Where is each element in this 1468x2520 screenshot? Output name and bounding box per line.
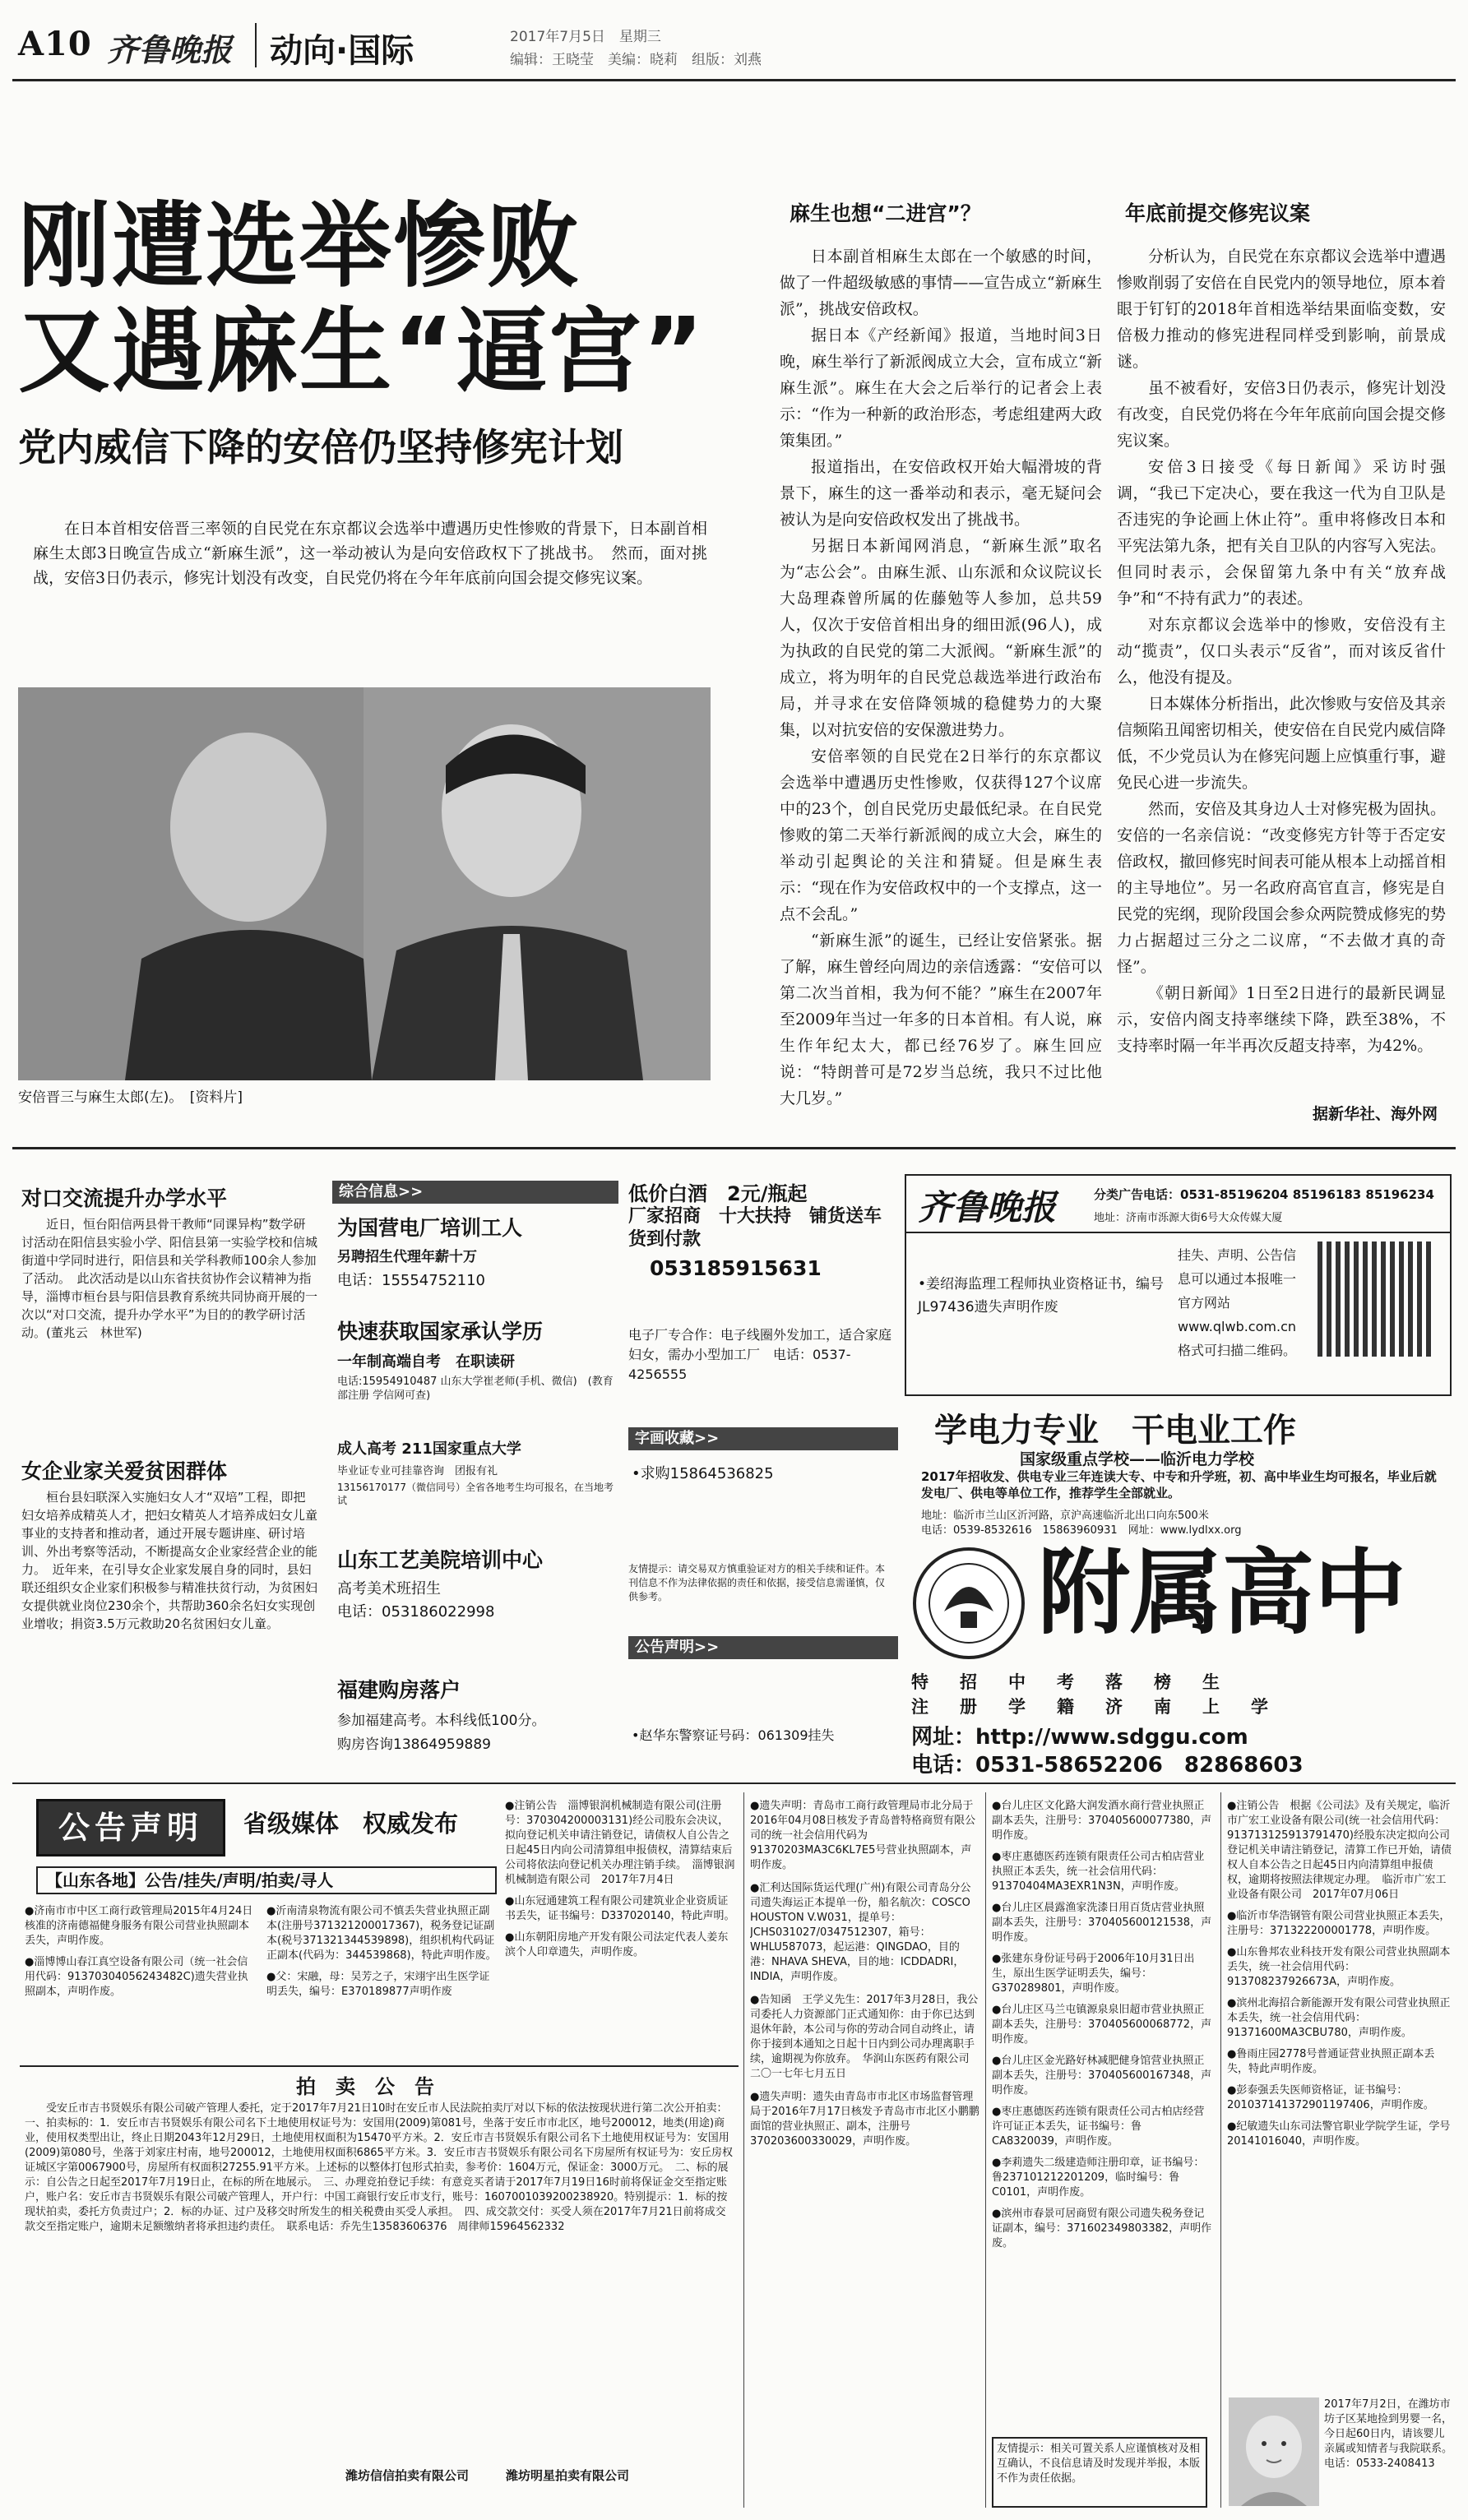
editors-line: 编辑：王晓莹 美编：晓莉 组版：刘燕 [510, 52, 762, 68]
notice-item: ●张建东身份证号码于2006年10月31日出生，原出生医学证明丢失，编号：G370289801，声明作废。 [992, 1953, 1195, 1995]
notice-item: ●临沂市华浩钢管有限公司营业执照正本丢失，注册号：371322200001778，声明作废。 [1227, 1910, 1451, 1937]
high-school-line-2: 注册学籍济南上学 [911, 1697, 1299, 1717]
classified-phone: 购房咨询13864959889 [337, 1736, 491, 1753]
classified-item [337, 1544, 617, 1621]
headline-line-2: 又遇麻生“逼宫” [18, 298, 706, 405]
auction-footer: 潍坊信信拍卖有限公司 潍坊明星拍卖有限公司 [345, 2468, 630, 2483]
notice-item: ●沂南清泉物流有限公司不慎丢失营业执照正副本(注册号371321200017367)，税务登记证副本(税号371321344539898)，组织机构代码证正副本(代码为：344539868)，特此声明作废。 [266, 1905, 497, 1962]
column-1-para: 安倍率领的自民党在2日举行的东京都议会选举中遭遇历史性惨败，仅获得127个议席中的23个，创自民党历史最低纪录。在自民党惨败的第二天举行新派阀的成立大会，麻生的举动引起舆论的关注和猜疑。但是麻生表示：“现在作为安倍政权中的一个支撑点，这一点不会乱。” [780, 747, 1102, 923]
notice-column-3 [505, 1799, 735, 2060]
classified-tip: 友情提示：请交易双方慎重验证对方的相关手续和证件。本刊信息不作为法律依据的责任和依据，接受信息需谨慎，仅供参考。 [628, 1563, 886, 1602]
article-bottom-rule [12, 1147, 1456, 1149]
notice-header: 公告声明>> [628, 1636, 898, 1659]
section-title: 动向·国际 [270, 32, 414, 70]
classified-phone: 13156170177（微信同号）全省各地考生均可报名，在当地考试 [337, 1482, 614, 1506]
notice-item: ●李莉遗失二级建造师注册印章，证书编号：鲁237101212201209，临时编号：鲁C0101，声明作废。 [992, 2157, 1205, 2199]
qr-code [1317, 1242, 1433, 1357]
notice-item: ●枣庄惠德医药连锁有限责任公司古柏店营业执照正本丢失，统一社会信用代码：91370404MA3EXR1N3N，声明作废。 [992, 1851, 1205, 1893]
announce-subtagline: 【山东各地】公告/挂失/声明/拍卖/寻人 [36, 1866, 497, 1894]
column-1-title: 麻生也想“二进宫”？ [790, 201, 981, 225]
news-brief-2-title: 女企业家关爱贫困群体 [21, 1459, 228, 1483]
notice-item: ●汇利达国际货运代理(广州)有限公司青岛分公司遗失海运正本提单一份，船名航次：COSCO HOUSTON V.W031，提单号：JCHS031027/0347512307，箱号：WHLU587073，起运港：QINGDAO，目的港：NHAVA SHEVA，目的地：ICDDADRI，INDIA，声明作废。 [750, 1882, 971, 1983]
classified-header: 综合信息>> [332, 1181, 618, 1204]
high-school-web: 网址：http://www.sdggu.com [911, 1725, 1248, 1750]
notice-item: ●济南市市中区工商行政管理局2015年4月24日核准的济南德福健身服务有限公司营业执照副本丢失，声明作废。 [25, 1905, 253, 1947]
ads-bottom-rule [12, 1782, 1456, 1784]
notice-column-2 [266, 1904, 497, 2060]
newspaper-logo: 齐鲁晚报 [107, 31, 233, 68]
col-divider [1220, 1792, 1221, 2508]
column-2-para: 安倍3日接受《每日新闻》采访时强调，“我已下定决心，要在我这一代为自卫队是否违宪的争论画上休止符”。重申将修改日本和平宪法第九条，把有关自卫队的内容写入宪法。但同时表示，会保留第九条中有关“放弃战争”和“不持有武力”的表述。 [1117, 458, 1446, 608]
notice-item: ●台儿庄区金光路好林减肥健身馆营业执照正副本丢失，注册号：370405600167348，声明作废。 [992, 2055, 1212, 2097]
university-emblem [911, 1546, 1026, 1661]
auction-title: 拍 卖 公 告 [296, 2075, 434, 2098]
high-school-title: 附属高中 [1038, 1539, 1406, 1647]
column-1-para: 日本副首相麻生太郎在一个敏感的时间，做了一件超级敏感的事情——宣告成立“新麻生派”，挑战安倍政权。 [780, 247, 1102, 318]
classified-phone: 电话：15554752110 [337, 1272, 485, 1289]
seek-person-notice: 2017年7月2日，在潍坊市坊子区某地捡到男婴一名，今日起60日内，请该婴儿亲属或知情者与我院联系。电话：0533-2408413 [1324, 2398, 1452, 2470]
liquor-ad-title: 低价白酒 2元/瓶起 [628, 1182, 808, 1205]
notice-item: ●注销公告 根据《公司法》及有关规定，临沂市广宏工业设备有限公司(统一社会信用代码：913713125913791470)经股东决定拟向公司登记机关申请注销登记，清算工作已开始，请债权人自本公告之日起45日内向清算组申报债权，逾期将按照法律规定办理。 临沂市广宏工业设备有限公司 2017年07月06日 [1227, 1800, 1452, 1901]
column-2-para: 日本媒体分析指出，此次惨败与安倍及其亲信频陷丑闻密切相关，使安倍在自民党内威信降低，不少党员认为在修宪问题上应慎重行事，避免民心进一步流失。 [1117, 695, 1446, 792]
notice-item: ●山东朝阳房地产开发有限公司法定代表人姜东滨个人印章遗失，声明作废。 [505, 1931, 729, 1958]
notice-item: ●纪敏遗失山东司法警官职业学院学生证，学号20141016040，声明作废。 [1227, 2120, 1451, 2148]
headline-line-1: 刚遭选举惨败 [18, 193, 581, 300]
power-school-sub: 国家级重点学校——临沂电力学校 [1020, 1450, 1255, 1468]
classified-item [337, 1674, 617, 1753]
classified-item [337, 1212, 617, 1290]
qlwb-ad-box [905, 1174, 1452, 1396]
announce-tagline: 省级媒体 权威发布 [243, 1810, 459, 1838]
notice-item: ●告知函 王学义先生：2017年3月28日，我公司委托人力资源部门正式通知你：由于你已达到退休年龄，本公司与你的劳动合同自动终止，请你于接到本通知之日起十日内到公司办理离职手续，逾期视为你放弃。 华润山东医药有限公司 二〇一七年七月五日 [750, 1994, 980, 2080]
notice-column-4 [750, 1799, 980, 2506]
classified-title: 成人高考 211国家重点大学 [337, 1440, 521, 1458]
notice-item: ●彭泰强丢失医师资格证，证书编号：201037141372901197406，声明作废。 [1227, 2084, 1434, 2111]
notice-column-5 [992, 1799, 1214, 2432]
notice-column-1 [25, 1904, 255, 2060]
classified-body: 毕业证专业可挂靠咨询 团报有礼 [337, 1465, 498, 1477]
factory-ad: 电子厂专合作：电子线圈外发加工，适合家庭妇女，需办小型加工厂 电话：0537-4256555 [628, 1327, 892, 1382]
column-1-para: 报道指出，在安倍政权开始大幅滑坡的背景下，麻生的这一番举动和表示，毫无疑问会被认为是向安倍政权发出了挑战书。 [780, 458, 1102, 529]
news-photo [18, 687, 711, 1080]
high-school-tel: 电话：0531-58652206 82868603 [911, 1753, 1304, 1778]
qlwb-phone-line: 分类广告电话：0531-85196204 85196183 85196234 [1094, 1187, 1434, 1202]
column-2-para: 然而，安倍及其身边人士对修宪极为固执。安倍的一名亲信说：“改变修宪方针等于否定安倍政权，撤回修宪时间表可能从根本上动摇首相的主导地位”。另一名政府高官直言，修宪是自民党的宪纲，现阶段国会参众两院赞成修宪的势力占据超过三分之二议席，“不去做才真的奇怪”。 [1117, 800, 1446, 976]
classified-body: 另聘招生代理年薪十万 [337, 1249, 477, 1265]
page-number: A10 [18, 25, 92, 63]
qlwb-desc: 挂失、声明、公告信息可以通过本报唯一官方网站 www.qlwb.com.cn 格式可扫描二维码。 [1178, 1247, 1310, 1358]
collection-header: 字画收藏>> [628, 1427, 898, 1450]
notice-item: ●注销公告 淄博银润机械制造有限公司(注册号：370304200003131)经公司股东会决议，拟向登记机关申请注销登记，请债权人自公告之日起45日内向公司清算组申报债权，清算结束后公司将依法向登记机关办理注销手续。 淄博银润机械制造有限公司 2017年7月4日 [505, 1800, 735, 1886]
qlwb-logo: 齐鲁晚报 [918, 1187, 1057, 1228]
notice-item: ●滨州北海招合新能源开发有限公司营业执照正本丢失，统一社会信用代码：91371600MA3CBU780，声明作废。 [1227, 1997, 1451, 2039]
notice-item: ●父：宋融，母：吴芳之子，宋翊宇出生医学证明丢失，编号：E370189877声明作废 [266, 1971, 490, 1998]
announce-banner-title: 公告声明 [58, 1810, 203, 1846]
notice-item: ●枣庄惠德医药连锁有限责任公司古柏店经营许可证正本丢失，证书编号：鲁CA8320039，声明作废。 [992, 2106, 1205, 2148]
subheadline: 党内威信下降的安倍仍坚持修宪计划 [18, 425, 623, 469]
emblem-icon [911, 1546, 1026, 1661]
qlwb-address: 地址：济南市泺源大街6号大众传媒大厦 [1094, 1212, 1283, 1224]
baby-photo [1229, 2397, 1319, 2506]
column-1-body [780, 243, 1102, 1115]
column-1-para: 另据日本新闻网消息，“新麻生派”取名为“志公会”。由麻生派、山东派和众议院议长大岛理森曾所属的佐藤勉等人参加，总共59人，仅次于安倍首相出身的细田派(96人)，成为执政的自民党的第二大派阀。“新麻生派”的成立，将为明年的自民党总裁选举进行政治布局，并寻求在安倍降领城的稳健势力的大聚集，以对抗安倍的安保激进势力。 [780, 537, 1102, 739]
power-school-title: 学电力专业 干电业工作 [934, 1412, 1296, 1450]
classified-body: 一年制高端自考 在职读研 [337, 1353, 515, 1371]
auction-body: 受安丘市吉书贤娱乐有限公司破产管理人委托，定于2017年7月21日10时在安丘市人民法院拍卖厅对以下标的依法按现状进行第二次公开拍卖： 一、拍卖标的：1．安丘市吉书贤娱乐有限公司名下土地使用权证号为：安国用(2009)第081号，坐落于安丘市市北区，地号200012，地类(用途)商业，使用权类型出让，终止日期2043年12月29日，土地使用权面积为15470平方米。2．安丘市吉书贤娱乐有限公司名下土地使用权证号为：安国用(2009)第080号，坐落于刘家庄村南，地号200012，土地使用权面积6865平方米。3．安丘市吉书贤娱乐有限公司名下房屋所有权证号为：安丘房权证城区字第0067900号，房屋所有权面积27255.91平方米。上述标的以整体打包形式拍卖，参考价：1604万元，保证金：3000万元。 二、标的展示：自公告之日起至2017年7月19日止，在标的所在地展示。 三、办理竞拍登记手续：有意竞买者请于2017年7月19日16时前将保证金交至指定账户，账户名：安丘市吉书贤娱乐有限公司破产管理人，开户行：中国工商银行安丘市支行，账号：1607001039200238920。特别提示：1．标的按现状拍卖，委托方负责过户；2．标的办证、过户及移交时所发生的相关税费由买受人承担。 四、成交款交付：买受人须在2017年7月21日前将成交款交至指定账户，逾期未足额缴纳者将承担违约责任。 联系电话：乔先生13583606376 周律师15964562332 [25, 2102, 734, 2233]
col-divider [743, 1792, 744, 2508]
column-2-body [1117, 243, 1446, 1118]
masthead-divider [255, 23, 257, 67]
notice-item: ●滨州市春景可居商贸有限公司遗失税务登记证副本，编号：371602349803382，声明作废。 [992, 2208, 1212, 2250]
notice-item: ●山东冠通建筑工程有限公司建筑业企业资质证书丢失，证书编号：D337020140，特此声明。 [505, 1895, 735, 1922]
power-school-tel: 电话：0539-8532616 15863960931 网址：www.lydlxx.org [921, 1524, 1242, 1536]
column-1-para: 据日本《产经新闻》报道，当地时间3日晚，麻生举行了新派阀成立大会，宣布成立“新麻生派”。麻生在大会之后举行的记者会上表示：“作为一种新的政治形态，考虑组建两大政策集团。” [780, 326, 1102, 450]
classified-title: 福建购房落户 [337, 1678, 461, 1702]
notice-item: ●台儿庄区晨露渔家洗漆日用百货店营业执照副本丢失，注册号：370405600121538，声明作废。 [992, 1902, 1212, 1944]
power-school-body: 2017年招收发、供电专业三年连读大专、中专和升学班，初、高中毕业生均可报名，毕业后就发电厂、供电等单位工作，推荐学生全部就业。 [921, 1469, 1437, 1500]
news-brief-1-body: 近日，恒台阳信两县骨干教师“同课异构”数学研讨活动在阳信县实验小学、阳信县第一实验学校和信城街道中学同时进行，阳信县和关学科教师100余人参加了活动。 此次活动是以山东省扶贫协作会议精神为指导，淄博市桓台县与阳信县教育系统共同协商开展的一次以“对口交流，提升办学水平”为目的的教学研讨活动。(董兆云 林世军) [21, 1217, 317, 1340]
classified-title: 快速获取国家承认学历 [337, 1320, 544, 1343]
classified-body: 高考美术班招生 [337, 1580, 441, 1598]
notice-item: ●淄博博山春江真空设备有限公司（统一社会信用代码：91370304056243482C)遗失营业执照副本，声明作废。 [25, 1956, 248, 1998]
column-2-title: 年底前提交修宪议案 [1125, 201, 1311, 225]
column-1-para: “新麻生派”的诞生，已经让安倍紧张。据了解，麻生曾经向周边的亲信透露：“安倍可以第二次当首相，我为何不能？”麻生在2007年至2009年当过一年多的日本首相。有人说，麻生作年纪太大，都已经76岁了。麻生回应说：“特朗普可是72岁当总统，我只不过比他大几岁。” [780, 932, 1102, 1107]
classified-body: 参加福建高考。本科线低100分。 [337, 1713, 546, 1729]
power-school-ad [905, 1404, 1452, 1536]
notice-item: ●遗失声明：青岛市工商行政管理局市北分局于2016年04月08日核发予青岛普特格商贸有限公司的统一社会信用代码为91370203MA3C6KL7E5号营业执照副本，声明作废。 [750, 1800, 976, 1871]
classified-item [337, 1437, 617, 1507]
col-divider [985, 1792, 986, 2508]
classified-title: 山东工艺美院培训中心 [337, 1548, 544, 1572]
lead-paragraph: 在日本首相安倍晋三率领的自民党在东京都议会选举中遭遇历史性惨败的背景下，日本副首相麻生太郎3日晚宣告成立“新麻生派”，这一举动被认为是向安倍政权下了挑战书。 然而，面对挑战，安倍3日仍表示，修宪计划没有改变，自民党仍将在今年年底前向国会提交修宪议案。 [33, 520, 707, 587]
column-2-para: 《朝日新闻》1日至2日进行的最新民调显示，安倍内阁支持率继续下降，跌至38%，不支持率时隔一年半再次反超支持率，为42%。 [1117, 984, 1446, 1055]
baby-photo-illustration [1229, 2397, 1319, 2506]
masthead-rule [12, 79, 1456, 81]
classified-item [337, 1315, 617, 1403]
issue-date: 2017年7月5日 星期三 [510, 29, 661, 45]
announce-banner [36, 1799, 225, 1856]
friendly-tip-box: 友情提示：相关可置关系人应谨慎核对及相互确认，不良信息请及时发现并举报，本版不作为责任依据。 [992, 2437, 1207, 2508]
classified-title: 为国营电厂培训工人 [337, 1216, 523, 1240]
notice-item: ●鲁雨庄园2778号普通证营业执照正副本丢失，特此声明作废。 [1227, 2048, 1435, 2075]
high-school-line-1: 特招中考落榜生 [911, 1672, 1251, 1692]
article-source: 据新华社、海外网 [1308, 1102, 1438, 1124]
news-brief-2-body: 桓台县妇联深入实施妇女人才“双培”工程，即把妇女培养成精英人才，把妇女精英人才培养成妇女儿童事业的支持者和推动者，通过开展专题讲座、研讨培训、外出考察等活动，不断提高女企业家经营企业的能力。 近年来，在引导女企业家发展自身的同时，县妇联还组织女企业家们积极参与精准扶贫行动，为贫困妇女提供就业岗位230余个，共帮助360余名妇女实现创业增收；捐资3.5万元救助20名贫困妇女儿童。 [21, 1490, 317, 1631]
notice-item: ●台儿庄区文化路大润发酒水商行营业执照正副本丢失，注册号：370405600077380，声明作废。 [992, 1800, 1212, 1842]
notice-column-6 [1227, 1799, 1453, 2391]
liquor-ad-phone: 053185915631 [650, 1256, 822, 1280]
classified-phone: 电话：053186022998 [337, 1603, 495, 1621]
column-2-para: 分析认为，自民党在东京都议会选举中遭遇惨败削弱了安倍在自民党内的领导地位，原本着眼于钉钉的2018年首相选举结果面临变数，安倍极力推动的修宪进程同样受到影响，前景成谜。 [1117, 247, 1446, 371]
column-2-para: 虽不被看好，安倍3日仍表示，修宪计划没有改变，自民党仍将在今年年底前向国会提交修宪议案。 [1117, 379, 1446, 450]
news-brief-1-title: 对口交流提升办学水平 [21, 1186, 228, 1210]
qlwb-loss-notice: •姜绍海监理工程师执业资格证书，编号JL97436遗失声明作废 [918, 1276, 1165, 1315]
notice-item: ●台儿庄区马兰屯镇源泉泉旧超市营业执照正副本丢失，注册号：370405600068772，声明作废。 [992, 2004, 1212, 2046]
notice-item: ●山东鲁邦农业科技开发有限公司营业执照副本丢失，统一社会信用代码：913708237926673A，声明作废。 [1227, 1946, 1451, 1988]
notice-item: ●遗失声明：遗失由青岛市市北区市场监督管理局于2016年7月17日核发予青岛市市北区小鹏鹏面馆的营业执照正、副本，注册号370203600330029，声明作废。 [750, 2091, 979, 2148]
notice-body: •赵华东警察证号码：061309挂失 [632, 1727, 835, 1743]
column-2-para: 对东京都议会选举中的惨败，安倍没有主动“揽责”，仅口头表示“反省”，而对该反省什么，他没有提及。 [1117, 616, 1446, 687]
power-school-address: 地址：临沂市兰山区沂河路，京沪高速临沂北出口向东500米 [921, 1510, 1209, 1522]
liquor-ad-sub: 厂家招商 十大扶持 铺货送车 货到付款 [628, 1206, 901, 1250]
collection-body: •求购15864536825 [632, 1465, 774, 1482]
photo-illustration [18, 687, 711, 1080]
photo-caption: 安倍晋三与麻生太郎(左)。 [资料片] [18, 1089, 243, 1106]
classified-phone: 电话:15954910487 山东大学崔老师(手机、微信) (教育部注册 学信网可查) [337, 1376, 614, 1402]
auction-top-rule [20, 2065, 739, 2067]
